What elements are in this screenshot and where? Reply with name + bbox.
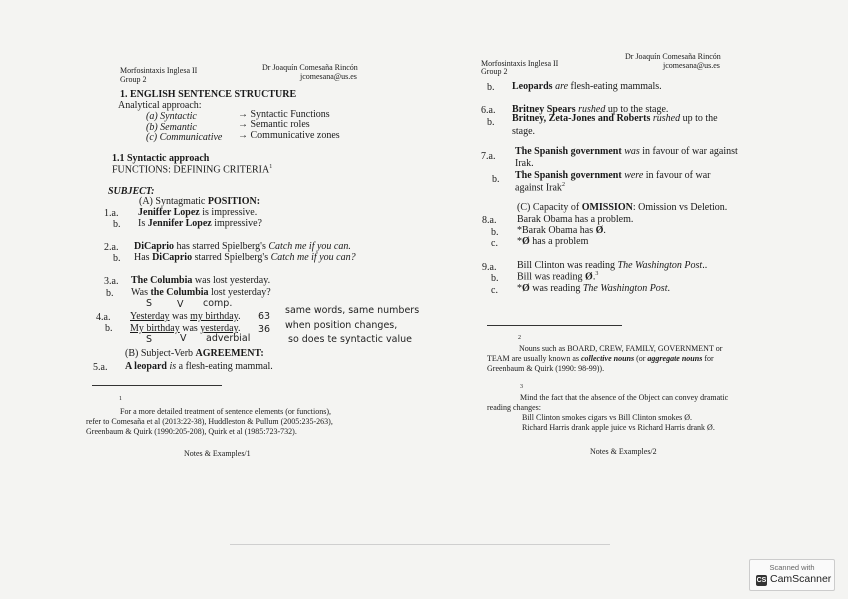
fn2-line-1: Nouns such as BOARD, CREW, FAMILY, GOVERNMENT or: [519, 344, 723, 353]
left-footnote-line-3: Greenbaum & Quirk (1990:205-208), Quirk et al (1985:723-732).: [86, 427, 297, 436]
ex-7a: The Spanish government was in favour of war against: [515, 146, 738, 157]
subsection-b: (B) Subject-Verb AGREEMENT:: [125, 348, 264, 359]
ex-6a: Britney Spears rushed up to the stage.: [512, 104, 669, 115]
hw-s-label-2: S: [146, 334, 153, 345]
section-title: 1. ENGLISH SENTENCE STRUCTURE: [120, 89, 297, 100]
fn3-line-1: Mind the fact that the absence of the Object can convey dramatic: [520, 393, 729, 402]
ex-6b-line-2: stage.: [512, 126, 536, 137]
fn3-line-2: reading changes:: [487, 403, 541, 412]
ex-7a-num: 7.a.: [481, 151, 496, 162]
approach-b-arrow: → Semantic roles: [238, 119, 310, 130]
hw-v-label-1: V: [177, 299, 184, 310]
left-group: Group 2: [120, 75, 147, 84]
ex-5a-num: 5.a.: [93, 362, 108, 373]
ex-6a-num: 6.a.: [481, 105, 496, 116]
ex-9a-num: 9.a.: [482, 262, 497, 273]
ex-2a-num: 2.a.: [104, 242, 119, 253]
badge-name: CamScanner: [770, 573, 832, 585]
functions-heading: FUNCTIONS: DEFINING CRITERIA$^1$: [112, 164, 273, 176]
approach-c-arrow: → Communicative zones: [238, 130, 340, 141]
fn3-num: 3: [520, 384, 523, 390]
fn2-num: 2: [518, 335, 521, 341]
approach-label: Analytical approach:: [118, 100, 202, 111]
fn3-line-3: Bill Clinton smokes cigars vs Bill Clinton smokes Ø.: [522, 413, 693, 422]
hw-v-label-2: V: [180, 333, 187, 344]
ex-3b-num: b.: [106, 288, 114, 299]
right-group: Group 2: [481, 67, 508, 76]
syntactic-approach-heading: 1.1 Syntactic approach: [112, 153, 210, 164]
ex-5a: A leopard is a flesh-eating mammal.: [125, 361, 273, 372]
fn3-line-4: Richard Harris drank apple juice vs Richard Harris drank Ø.: [522, 423, 715, 432]
ex-7b: The Spanish government were in favour of war: [515, 170, 711, 181]
fn2-line-2: TEAM are usually known as collective nouns (or aggregate nouns for: [487, 354, 714, 363]
ex-1a-num: 1.a.: [104, 208, 119, 219]
ex-8a-num: 8.a.: [482, 215, 497, 226]
ex-5b-num: b.: [487, 82, 495, 93]
ex-2b-num: b.: [113, 253, 121, 264]
ex-4a: Yesterday was my birthday.: [130, 311, 241, 322]
ex-9c-num: c.: [491, 285, 498, 296]
ex-8c-num: c.: [491, 238, 498, 249]
ex-2a: DiCaprio has starred Spielberg's Catch me if you can.: [134, 241, 351, 252]
subsection-c: (C) Capacity of OMISSION: Omission vs Deletion.: [517, 202, 728, 213]
scan-edge-line: [230, 544, 610, 545]
ex-1b-num: b.: [113, 219, 121, 230]
hw-s-label-1: S: [146, 298, 153, 309]
hw-note-line-2: when position changes,: [285, 320, 398, 331]
camscanner-badge: [749, 559, 835, 591]
left-footnote-rule: [92, 385, 222, 386]
hw-adverbial-label: adverbial: [206, 333, 251, 344]
ex-8c: *Ø has a problem: [517, 236, 589, 247]
approach-c: (c) Communicative: [146, 132, 223, 143]
ex-4b: My birthday was yesterday.: [130, 323, 241, 334]
ex-9a: Bill Clinton was reading The Washington Post..: [517, 260, 708, 271]
ex-7b-line-2: against Irak$^2$: [515, 182, 565, 194]
ex-3a: The Columbia was lost yesterday.: [131, 275, 271, 286]
approach-a: (a) Syntactic: [146, 111, 197, 122]
approach-b: (b) Semantic: [146, 122, 197, 133]
ex-1a: Jeniffer Lopez is impressive.: [138, 207, 258, 218]
camscanner-logo-icon: CS: [756, 577, 767, 584]
left-author: Dr Joaquín Comesaña Rincón: [262, 63, 358, 72]
hw-note-line-1: same words, same numbers: [285, 305, 420, 316]
hw-note-line-3: so does te syntactic value: [288, 334, 412, 345]
left-email: jcomesana@us.es: [300, 72, 357, 81]
approach-a-arrow: → Syntactic Functions: [238, 109, 330, 120]
ex-9b-num: b.: [491, 273, 499, 284]
subject-label: SUBJECT:: [108, 186, 155, 197]
ex-9b: Bill was reading Ø.$^3$: [517, 271, 599, 283]
left-page-label: Notes & Examples/1: [184, 449, 251, 458]
ex-8a: Barak Obama has a problem.: [517, 214, 634, 225]
left-course: Morfosintaxis Inglesa II: [120, 66, 198, 75]
left-footnote-line-1: For a more detailed treatment of sentence elements (or functions),: [120, 407, 332, 416]
left-footnote-line-2: refer to Comesaña et al (2013:22-38), Huddleston & Pullum (2005:235-263),: [86, 417, 333, 426]
hw-comp-label: comp.: [203, 298, 233, 309]
ex-8b-num: b.: [491, 227, 499, 238]
ex-1b: Is Jennifer Lopez impressive?: [138, 218, 262, 229]
right-email: jcomesana@us.es: [663, 61, 720, 70]
right-footnote-rule: [487, 325, 622, 326]
ex-3a-num: 3.a.: [104, 276, 119, 287]
ex-4b-num: b.: [105, 323, 113, 334]
right-page-label: Notes & Examples/2: [590, 447, 657, 456]
ex-4a-num: 4.a.: [96, 312, 111, 323]
right-course: Morfosintaxis Inglesa II: [481, 59, 559, 68]
left-footnote-num: 1: [119, 396, 122, 402]
ex-2b: Has DiCaprio starred Spielberg's Catch me if you can?: [134, 252, 356, 263]
ex-7b-num: b.: [492, 174, 500, 185]
hw-number-63: 63: [258, 311, 271, 322]
subsection-a: (A) Syntagmatic POSITION:: [139, 196, 261, 207]
badge-top-text: Scanned with: [769, 563, 815, 572]
ex-5b: Leopards are flesh-eating mammals.: [512, 81, 662, 92]
right-author: Dr Joaquín Comesaña Rincón: [625, 52, 721, 61]
fn2-line-3: Greenbaum & Quirk (1990: 98-99)).: [487, 364, 605, 373]
ex-8b: *Barak Obama has Ø.: [517, 225, 606, 236]
ex-6b-num: b.: [487, 117, 495, 128]
ex-3b: Was the Columbia lost yesterday?: [131, 287, 271, 298]
ex-9c: *Ø was reading The Washington Post.: [517, 283, 670, 294]
ex-6b: Britney, Zeta-Jones and Roberts rushed up to the: [512, 113, 718, 124]
hw-number-36: 36: [258, 324, 271, 335]
ex-7a-line-2: Irak.: [515, 158, 534, 169]
